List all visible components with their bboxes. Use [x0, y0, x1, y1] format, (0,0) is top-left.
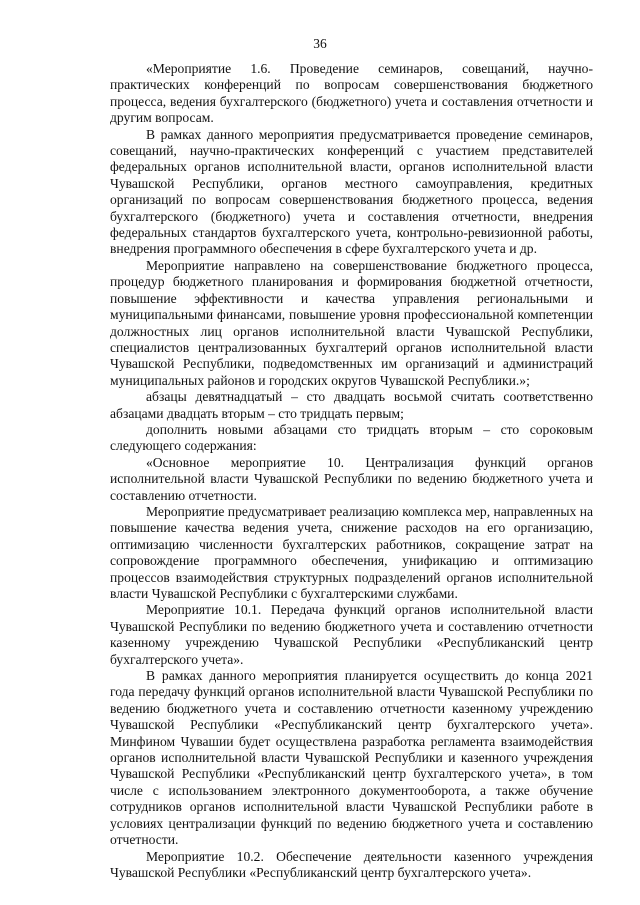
paragraph-addition-instruction: дополнить новыми абзацами сто тридцать вторым – сто сороковым следующего содержания:: [110, 421, 593, 454]
paragraph-measure-1-6: «Мероприятие 1.6. Проведение семинаров, совещаний, научно-практических конференций по вопросам совершенствования бюджетного процесса, ведения бухгалтерского (бюджетного) учета и составления отчетности и другим вопросам.: [110, 61, 593, 126]
page-number: 36: [313, 36, 327, 51]
paragraph-measure-10-1-description: В рамках данного мероприятия планируется осуществить до конца 2021 года передачу функций органов исполнительной власти Чувашской Республики по ведению бюджетного учета и составлению отчетности казенному учреждению Чувашской Республики «Республиканский центр бухгалтерского учета». Минфином Чувашии будет осуществлена разработка регламента взаимодействия органов исполнительной власти Чувашской Республики и казенного учреждения Чувашской Республики «Республиканский центр бухгалтерского учета», в том числе с использованием электронного документооборота, а также обучение сотрудников органов исполнительной власти Чувашской Республики работе в условиях централизации функций по ведению бюджетного учета и составлению отчетности.: [110, 668, 593, 848]
paragraph-main-measure-10-description: Мероприятие предусматривает реализацию комплекса мер, направленных на повышение качества ведения учета, снижение расходов на его организацию, оптимизацию численности бухгалтерских работников, сокращение затрат на сопровождение программного обеспечения, унификацию и оптимизацию процессов взаимодействия структурных подразделений органов исполнительной власти Чувашской Республики с бухгалтерскими службами.: [110, 503, 593, 601]
paragraph-measure-1-6-goal: Мероприятие направлено на совершенствование бюджетного процесса, процедур бюджетного планирования и формирования бюджетной отчетности, повышение эффективности и качества управления региональными и муниципальными финансами, повышение уровня профессиональной компетенции должностных лиц органов исполнительной власти Чувашской Республики, специалистов централизованных бухгалтерий органов исполнительной власти Чувашской Республики, подведомственных им организаций и администраций муниципальных районов и городских округов Чувашской Республики.»;: [110, 257, 593, 388]
paragraph-measure-10-1: Мероприятие 10.1. Передача функций органов исполнительной власти Чувашской Республики по ведению бюджетного учета и составлению отчетности казенному учреждению Чувашской Республики «Республиканский центр бухгалтерского учета».: [110, 602, 593, 667]
paragraph-main-measure-10: «Основное мероприятие 10. Централизация функций органов исполнительной власти Чувашской Республики по ведению бюджетного учета и составлению отчетности.: [110, 454, 593, 503]
paragraph-renumbering-instruction: абзацы девятнадцатый – сто двадцать восьмой считать соответственно абзацами двадцать вторым – сто тридцать первым;: [110, 389, 593, 421]
paragraph-measure-1-6-description: В рамках данного мероприятия предусматривается проведение семинаров, совещаний, научно-практических конференций с участием представителей федеральных органов исполнительной власти, органов исполнительной власти Чувашской Республики, органов местного самоуправления, кредитных организаций по вопросам совершенствования бюджетного процесса, ведения бухгалтерского (бюджетного) учета и составления отчетности, внедрения федеральных стандартов бухгалтерского учета, контрольно-ревизионной работы, внедрения программного обеспечения в сфере бухгалтерского учета и др.: [110, 126, 593, 257]
document-body: [110, 61, 593, 881]
paragraph-measure-10-2: Мероприятие 10.2. Обеспечение деятельности казенного учреждения Чувашской Республики «Республиканский центр бухгалтерского учета».: [110, 848, 593, 880]
